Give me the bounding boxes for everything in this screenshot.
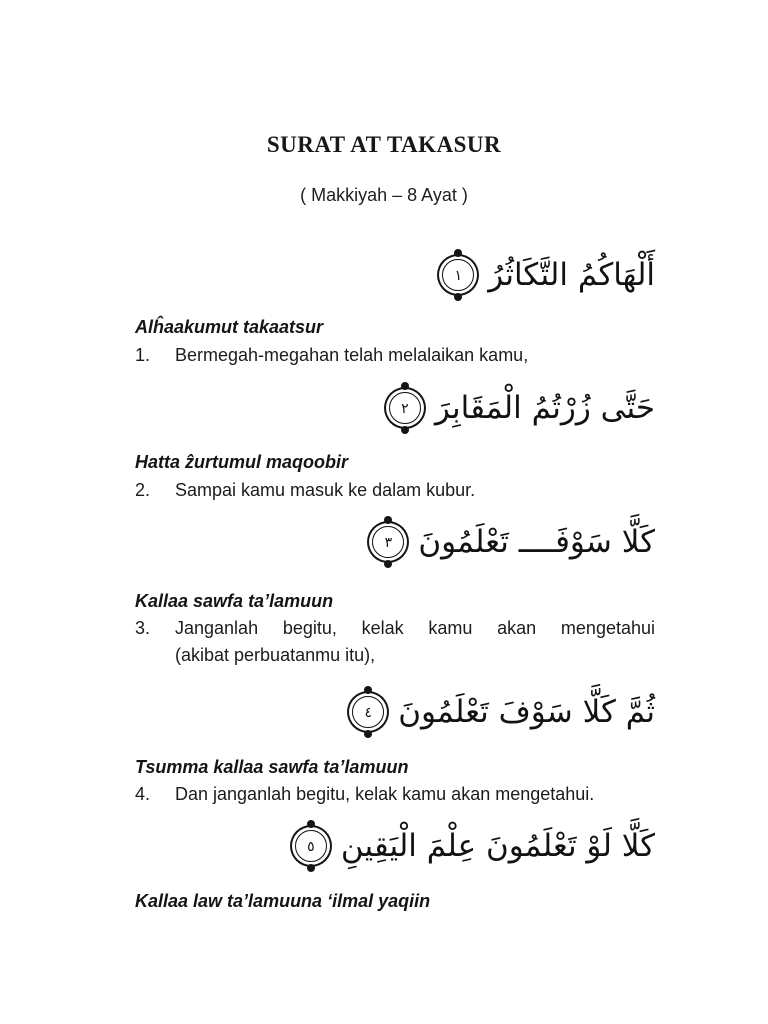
surah-subtitle: ( Makkiyah – 8 Ayat )	[300, 185, 468, 205]
ayah-end-marker-icon	[352, 696, 384, 728]
verse-arabic-text: حَتَّى زُرْتُمُ الْمَقَابِرَ	[434, 390, 655, 426]
ayah-number: ٣	[384, 535, 393, 551]
translation-number: 1.	[135, 345, 151, 365]
translation-text	[175, 781, 655, 808]
verse-3-translation	[135, 615, 655, 669]
verse-3-transliteration: Kallaa sawfa ta’lamuun	[135, 591, 334, 611]
ayah-end-marker-icon	[372, 526, 404, 558]
translation-text	[175, 615, 655, 669]
verse-4-transliteration: Tsumma kallaa sawfa ta’lamuun	[135, 757, 409, 777]
surah-title: SURAT AT TAKASUR	[266, 132, 502, 157]
verse-3-arabic	[135, 507, 655, 577]
document-body	[135, 240, 655, 914]
ayah-number: ٤	[364, 705, 373, 721]
verse-arabic-text: كَلَّا لَوْ تَعْلَمُونَ عِلْمَ الْيَقِينِ	[340, 828, 655, 864]
verse-arabic-text: أَلْهَاكُمُ التَّكَاثُرُ	[488, 257, 655, 293]
verse-2-arabic	[135, 373, 655, 443]
ayah-end-marker-icon	[389, 392, 421, 424]
verse-1-translation	[135, 342, 655, 369]
verse-2-transliteration: Hatta ẑurtumul maqoobir	[135, 452, 349, 472]
translation-number: 2.	[135, 480, 151, 500]
verse-2-translation	[135, 477, 655, 504]
translation-number: 3.	[135, 618, 151, 638]
document-header	[0, 131, 768, 208]
ayah-end-marker-icon	[442, 259, 474, 291]
verse-1-transliteration: Alĥaakumut takaatsur	[135, 317, 324, 337]
ayah-number: ٥	[307, 839, 315, 855]
translation-line: (akibat perbuatanmu itu),	[175, 645, 376, 665]
ayah-end-marker-icon	[295, 830, 327, 862]
translation-text	[175, 342, 655, 369]
verse-arabic-text: كَلَّا سَوْفَــــ تَعْلَمُونَ	[418, 524, 655, 560]
verse-arabic-text: ثُمَّ كَلَّا سَوْفَ تَعْلَمُونَ	[398, 694, 655, 730]
verse-5-arabic	[135, 811, 655, 881]
translation-text	[175, 477, 655, 504]
verse-4-translation	[135, 781, 655, 808]
translation-line: Sampai kamu masuk ke dalam kubur.	[175, 480, 476, 500]
ayah-number: ١	[454, 268, 463, 284]
translation-line: Bermegah-megahan telah melalaikan kamu,	[175, 345, 529, 365]
translation-number: 4.	[135, 784, 151, 804]
translation-line: Dan janganlah begitu, kelak kamu akan mengetahui.	[175, 784, 595, 804]
translation-line: Janganlah begitu, kelak kamu akan mengetahui	[175, 618, 655, 638]
verse-1-arabic	[135, 240, 655, 310]
verse-4-arabic	[135, 677, 655, 747]
ayah-number: ٢	[401, 401, 409, 417]
verse-5-transliteration: Kallaa law ta’lamuuna ‘ilmal yaqiin	[135, 891, 431, 911]
